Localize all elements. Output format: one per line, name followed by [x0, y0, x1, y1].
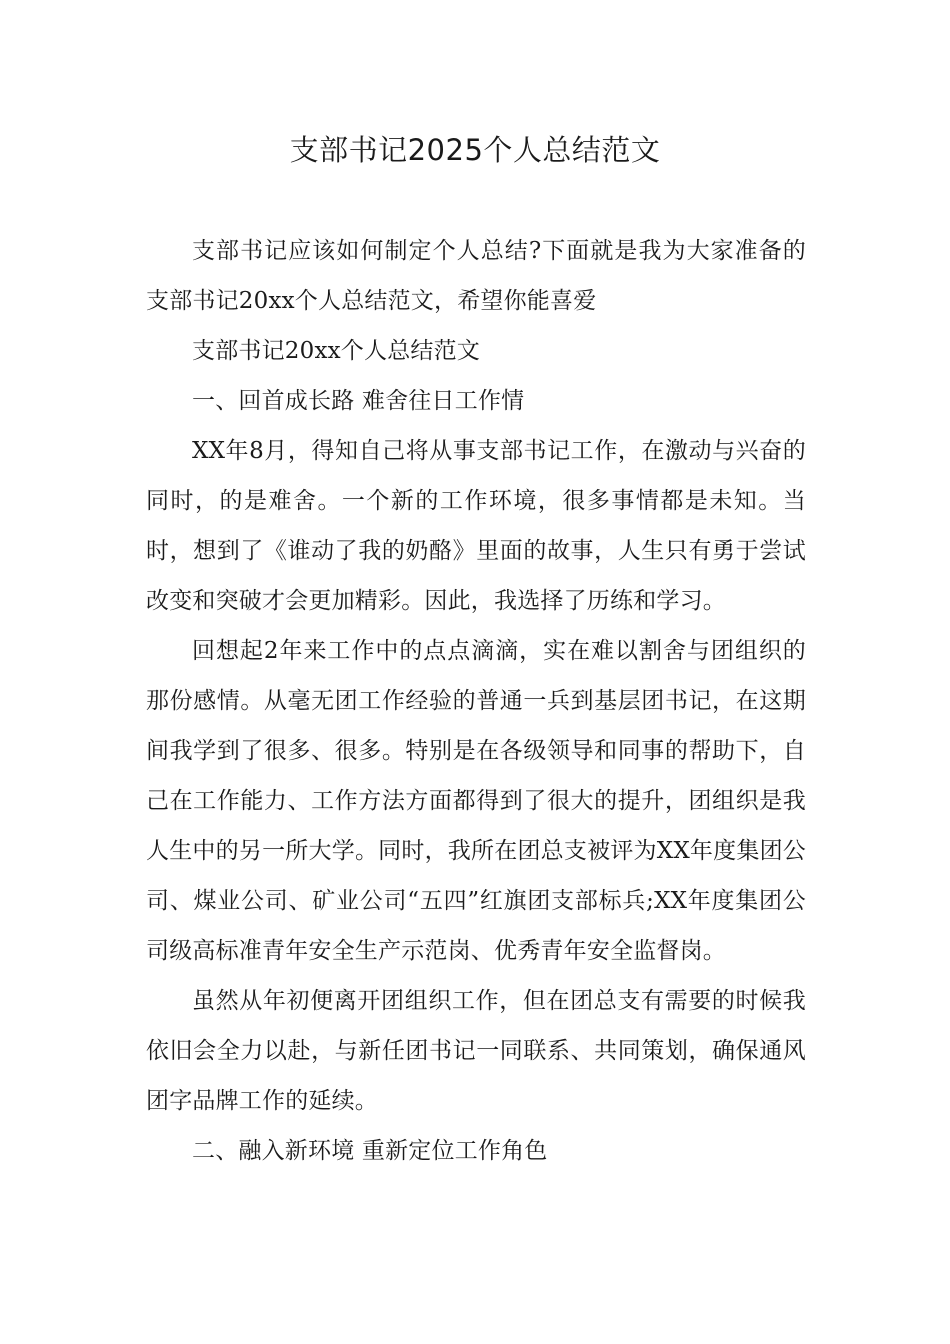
- section-heading-1: 一、回首成长路 难舍往日工作情: [192, 388, 525, 414]
- subtitle-line: 支部书记20xx个人总结范文: [192, 338, 481, 364]
- body-paragraph-2: 回想起2年来工作中的点点滴滴，实在难以割舍与团组织的那份感情。从毫无团工作经验的普通一兵到基层团书记，在这期间我学到了很多、很多。特别是在各级领导和同事的帮助下，自己在工作能力、工作方法方面都得到了很大的提升，团组织是我人生中的另一所大学。同时，我所在团总支被评为XX年度集团公司、煤业公司、矿业公司“五四”红旗团支部标兵;XX年度集团公司级高标准青年安全生产示范岗、优秀青年安全监督岗。: [146, 638, 806, 964]
- body-paragraph-1: XX年8月，得知自己将从事支部书记工作，在激动与兴奋的同时，的是难舍。一个新的工作环境，很多事情都是未知。当时，想到了《谁动了我的奶酪》里面的故事，人生只有勇于尝试改变和突破才会更加精彩。因此，我选择了历练和学习。: [146, 438, 806, 614]
- body-paragraph-3: 虽然从年初便离开团组织工作，但在团总支有需要的时候我依旧会全力以赴，与新任团书记一同联系、共同策划，确保通风团字品牌工作的延续。: [146, 988, 806, 1114]
- section-heading-2: 二、融入新环境 重新定位工作角色: [192, 1138, 548, 1164]
- document-title: 支部书记2025个人总结范文: [289, 133, 661, 167]
- document-body: [146, 226, 806, 1176]
- intro-paragraph: 支部书记应该如何制定个人总结?下面就是我为大家准备的支部书记20xx个人总结范文，希望你能喜爱: [146, 238, 806, 314]
